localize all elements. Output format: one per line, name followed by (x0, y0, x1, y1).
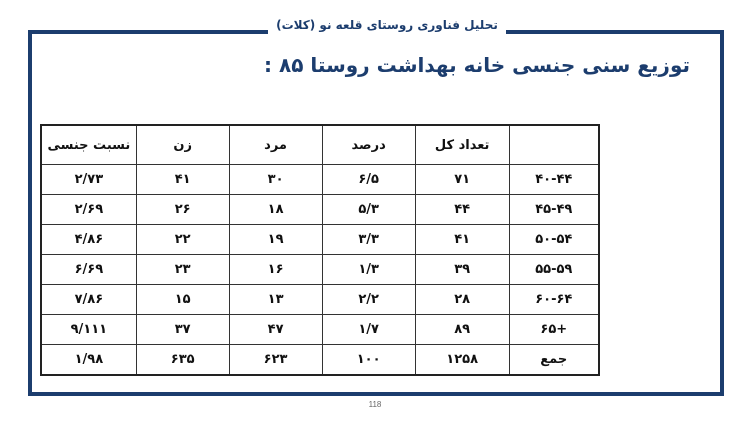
header-title: تحلیل فناوری روستای قلعه نو (کلات) (276, 18, 498, 32)
table-header-cell (509, 125, 599, 165)
table-total-row (41, 345, 599, 376)
table-cell: ۴۱ (415, 225, 509, 255)
table-cell: ۲۳ (136, 255, 229, 285)
table-cell: ۲۲ (136, 225, 229, 255)
table-row (41, 195, 599, 225)
table-cell: ۴/۸۶ (41, 225, 136, 255)
table-row (41, 315, 599, 345)
table-header-cell: درصد (322, 125, 415, 165)
table-cell: ۲/۷۳ (41, 165, 136, 195)
table-header-cell: تعداد کل (415, 125, 509, 165)
table-cell: +۶۵ (509, 315, 599, 345)
table-cell: ۲/۶۹ (41, 195, 136, 225)
page-number: 118 (368, 400, 382, 409)
table-cell: ۱/۹۸ (41, 345, 136, 376)
frame-top-right-border (506, 30, 724, 34)
table-cell: ۲۸ (415, 285, 509, 315)
table-cell: ۵۰-۵۴ (509, 225, 599, 255)
table-header-row (41, 125, 599, 165)
table-cell: ۱۰۰ (322, 345, 415, 376)
table-cell: ۱۹ (229, 225, 322, 255)
frame-top-left-border (28, 30, 268, 34)
frame-left-border (28, 30, 32, 396)
table-header-cell: زن (136, 125, 229, 165)
table-row (41, 285, 599, 315)
table-cell: ۴۰-۴۴ (509, 165, 599, 195)
table-cell: ۷۱ (415, 165, 509, 195)
table-cell: ۹/۱۱۱ (41, 315, 136, 345)
table-cell: ۱/۷ (322, 315, 415, 345)
table-cell: ۱۲۵۸ (415, 345, 509, 376)
table-cell: ۱۸ (229, 195, 322, 225)
table-cell: ۴۱ (136, 165, 229, 195)
table-cell: ۱۵ (136, 285, 229, 315)
table-cell: ۴۴ (415, 195, 509, 225)
table-cell: ۲/۲ (322, 285, 415, 315)
table-cell: جمع (509, 345, 599, 376)
table-cell: ۶۰-۶۴ (509, 285, 599, 315)
table-cell: ۳۷ (136, 315, 229, 345)
table-cell: ۵۵-۵۹ (509, 255, 599, 285)
table-cell: ۸۹ (415, 315, 509, 345)
frame-right-border (720, 30, 724, 396)
table-cell: ۴۷ (229, 315, 322, 345)
table-cell: ۱/۳ (322, 255, 415, 285)
table-cell: ۴۵-۴۹ (509, 195, 599, 225)
table-cell: ۶۳۵ (136, 345, 229, 376)
table-cell: ۲۶ (136, 195, 229, 225)
table-row (41, 165, 599, 195)
table-cell: ۳/۳ (322, 225, 415, 255)
table-row (41, 255, 599, 285)
table-cell: ۱۶ (229, 255, 322, 285)
table-header-cell: مرد (229, 125, 322, 165)
table-row (41, 225, 599, 255)
table-cell: ۳۹ (415, 255, 509, 285)
table-cell: ۵/۳ (322, 195, 415, 225)
frame-bottom-border (28, 392, 724, 396)
age-sex-table (40, 124, 600, 376)
table-cell: ۳۰ (229, 165, 322, 195)
table-cell: ۶/۶۹ (41, 255, 136, 285)
table-cell: ۶/۵ (322, 165, 415, 195)
table-cell: ۷/۸۶ (41, 285, 136, 315)
table-cell: ۶۲۳ (229, 345, 322, 376)
slide-title: توزیع سنی جنسی خانه بهداشت روستا ۸۵ : (264, 53, 690, 77)
table-cell: ۱۳ (229, 285, 322, 315)
table-header-cell: نسبت جنسی (41, 125, 136, 165)
